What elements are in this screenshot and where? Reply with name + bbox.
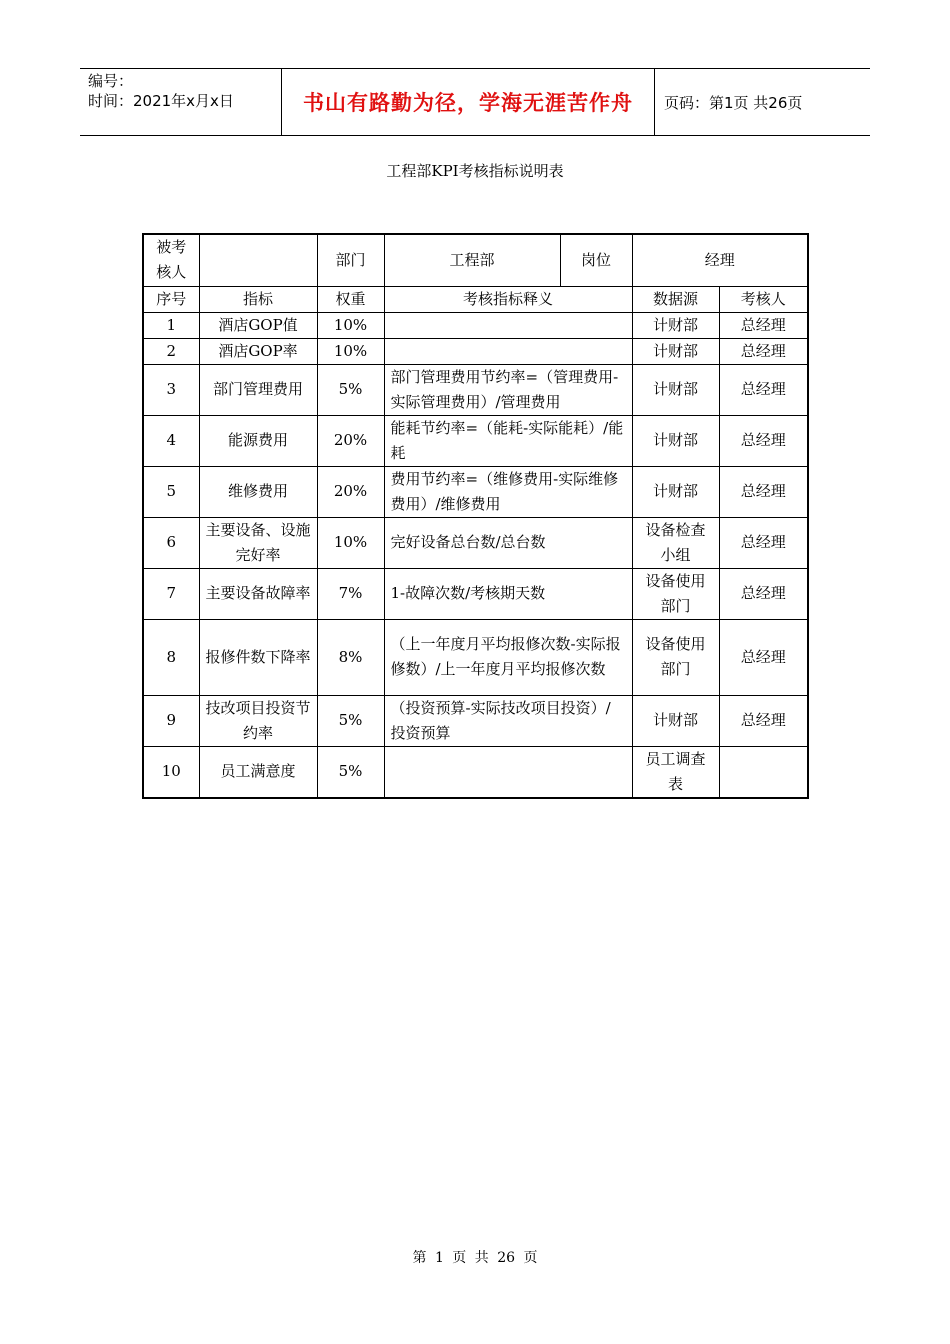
table-row (143, 338, 808, 364)
col-header-indicator: 指标 (199, 286, 317, 312)
table-row (143, 517, 808, 568)
row-source: 计财部 (632, 364, 719, 415)
row-source: 设备使用部门 (632, 619, 719, 695)
col-header-assessor: 考核人 (719, 286, 808, 312)
row-weight: 10% (317, 338, 384, 364)
row-number: 4 (143, 415, 199, 466)
row-assessor: 总经理 (719, 517, 808, 568)
row-weight: 5% (317, 364, 384, 415)
row-number: 10 (143, 746, 199, 798)
row-indicator: 主要设备、设施完好率 (199, 517, 317, 568)
row-number: 3 (143, 364, 199, 415)
table-row (143, 619, 808, 695)
row-definition: 部门管理费用节约率=（管理费用-实际管理费用）/管理费用 (384, 364, 632, 415)
table-row (143, 746, 808, 798)
row-weight: 5% (317, 746, 384, 798)
row-indicator: 报修件数下降率 (199, 619, 317, 695)
row-definition: 完好设备总台数/总台数 (384, 517, 632, 568)
table-row (143, 312, 808, 338)
kpi-table (142, 233, 809, 799)
column-header-row (143, 286, 808, 312)
row-definition: 能耗节约率=（能耗-实际能耗）/能耗 (384, 415, 632, 466)
row-number: 6 (143, 517, 199, 568)
row-assessor (719, 746, 808, 798)
row-weight: 10% (317, 312, 384, 338)
row-definition (384, 312, 632, 338)
row-source: 计财部 (632, 415, 719, 466)
info-row (143, 234, 808, 286)
row-assessor: 总经理 (719, 695, 808, 746)
row-assessor: 总经理 (719, 466, 808, 517)
header-divider (281, 69, 282, 135)
row-number: 9 (143, 695, 199, 746)
dept-value: 工程部 (384, 234, 560, 286)
row-weight: 10% (317, 517, 384, 568)
evaluatee-value (199, 234, 317, 286)
row-definition: （投资预算-实际技改项目投资）/投资预算 (384, 695, 632, 746)
row-definition: 1-故障次数/考核期天数 (384, 568, 632, 619)
row-weight: 7% (317, 568, 384, 619)
header-motto: 书山有路勤为径，学海无涯苦作舟 (303, 91, 633, 115)
row-number: 8 (143, 619, 199, 695)
col-header-no: 序号 (143, 286, 199, 312)
evaluatee-label: 被考核人 (143, 234, 199, 286)
dept-label: 部门 (317, 234, 384, 286)
row-indicator: 酒店GOP率 (199, 338, 317, 364)
row-assessor: 总经理 (719, 312, 808, 338)
row-assessor: 总经理 (719, 364, 808, 415)
header-meta (88, 71, 283, 111)
row-weight: 20% (317, 466, 384, 517)
row-weight: 5% (317, 695, 384, 746)
row-number: 2 (143, 338, 199, 364)
row-source: 计财部 (632, 466, 719, 517)
row-number: 1 (143, 312, 199, 338)
row-source: 员工调查表 (632, 746, 719, 798)
row-weight: 8% (317, 619, 384, 695)
row-indicator: 部门管理费用 (199, 364, 317, 415)
row-assessor: 总经理 (719, 338, 808, 364)
col-header-weight: 权重 (317, 286, 384, 312)
table-row (143, 695, 808, 746)
header-divider (654, 69, 655, 135)
row-source: 计财部 (632, 338, 719, 364)
table-row (143, 466, 808, 517)
post-label: 岗位 (560, 234, 632, 286)
row-definition (384, 338, 632, 364)
row-assessor: 总经理 (719, 415, 808, 466)
row-definition (384, 746, 632, 798)
table-row (143, 364, 808, 415)
row-indicator: 主要设备故障率 (199, 568, 317, 619)
header-page-number: 页码：第1页 共26页 (664, 93, 803, 112)
row-source: 计财部 (632, 695, 719, 746)
document-title: 工程部KPI考核指标说明表 (386, 162, 564, 180)
page-footer: 第 1 页 共 26 页 (412, 1250, 538, 1266)
row-source: 设备检查小组 (632, 517, 719, 568)
row-indicator: 酒店GOP值 (199, 312, 317, 338)
col-header-definition: 考核指标释义 (384, 286, 632, 312)
header-code: 编号： (88, 72, 134, 90)
table-row (143, 415, 808, 466)
table-row (143, 568, 808, 619)
post-value: 经理 (632, 234, 808, 286)
row-number: 7 (143, 568, 199, 619)
row-indicator: 技改项目投资节约率 (199, 695, 317, 746)
row-indicator: 能源费用 (199, 415, 317, 466)
col-header-source: 数据源 (632, 286, 719, 312)
row-definition: 费用节约率=（维修费用-实际维修费用）/维修费用 (384, 466, 632, 517)
row-assessor: 总经理 (719, 619, 808, 695)
header-time: 时间：2021年x月x日 (88, 92, 234, 110)
row-indicator: 维修费用 (199, 466, 317, 517)
row-definition: （上一年度月平均报修次数-实际报修数）/上一年度月平均报修次数 (384, 619, 632, 695)
row-weight: 20% (317, 415, 384, 466)
row-source: 设备使用部门 (632, 568, 719, 619)
page-header (80, 68, 870, 136)
row-assessor: 总经理 (719, 568, 808, 619)
row-source: 计财部 (632, 312, 719, 338)
row-indicator: 员工满意度 (199, 746, 317, 798)
row-number: 5 (143, 466, 199, 517)
